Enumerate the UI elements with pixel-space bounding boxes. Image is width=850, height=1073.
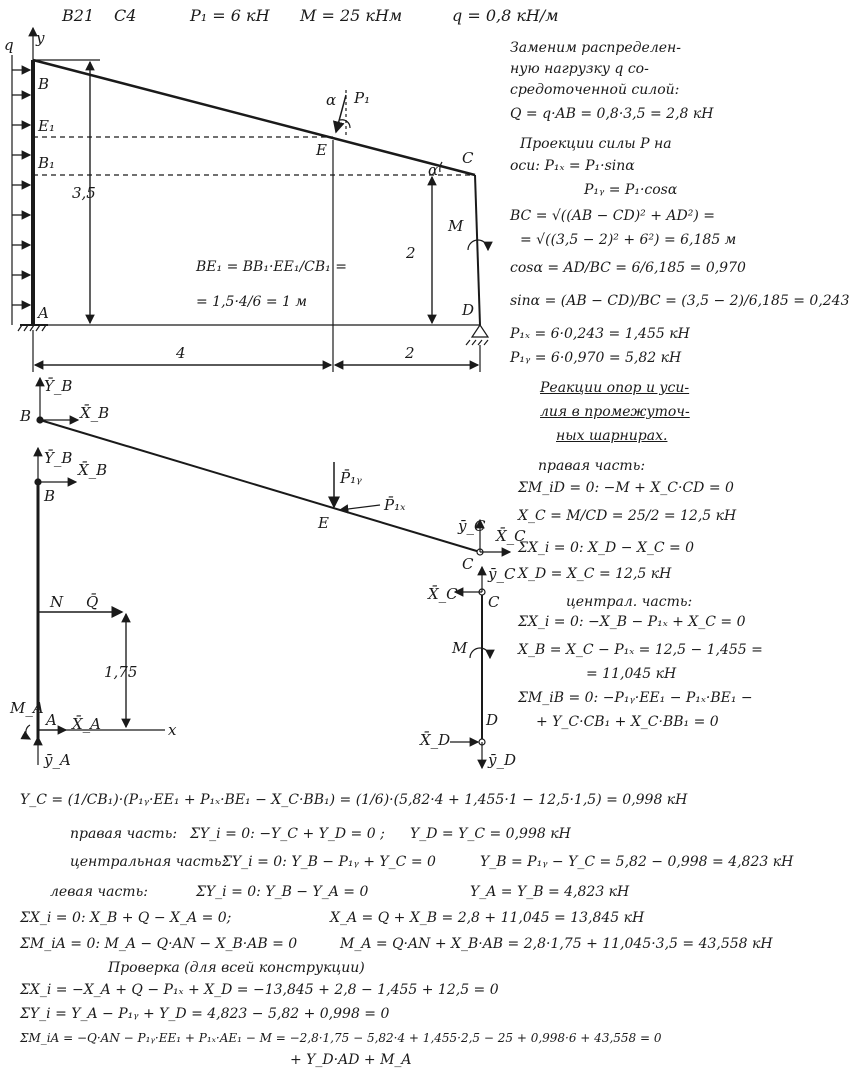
fbd-label-N: N — [50, 593, 64, 611]
fbd-label-xb: X̄_B — [80, 404, 110, 422]
note-xc: X_C = M/CD = 25/2 = 12,5 кН — [518, 508, 737, 524]
note-cos: cosα = AD/BC = 6/6,185 = 0,970 — [510, 260, 746, 276]
eq-central-label: центральная часть: — [70, 854, 227, 870]
fbd-right-label-C: C — [488, 593, 500, 611]
fbd-label-A: A — [46, 711, 57, 729]
label-E: E — [316, 141, 327, 159]
eq-right-label: правая часть: — [70, 826, 178, 842]
label-q: q — [4, 36, 14, 54]
load-value: q = 0,8 кН/м — [452, 6, 559, 25]
fbd-label-p1y: P̄₁ᵧ — [340, 469, 362, 487]
label-E1: E₁ — [38, 117, 55, 135]
check-m: ΣM_iA = −Q·AN − P₁ᵧ·EE₁ + P₁ₓ·AE₁ − M = −2,8·1,75 − 5,82·4 + 1,455·2,5 − 25 + 0,998·6 + 43,558 = 0 — [20, 1031, 662, 1045]
label-M: M — [448, 217, 464, 235]
beam-BC — [33, 60, 475, 175]
be1-formula-1: BE₁ = BB₁·EE₁/CB₁ = — [196, 259, 347, 275]
note-right-part: правая часть: — [538, 458, 646, 474]
note-replace-2: ную нагрузку q со- — [510, 61, 649, 77]
label-P1: P₁ — [354, 89, 371, 107]
fbd-label-B: B — [20, 407, 32, 425]
eq-yc: Y_C = (1/CB₁)·(P₁ᵧ·EE₁ + P₁ₓ·BE₁ − X_C·BB₁) = (1/6)·(5,82·4 + 1,455·1 − 12,5·1,5) = 0,998 кН — [20, 792, 688, 808]
fbd-label-ya: ȳ_A — [44, 751, 71, 769]
fbd-right-label-yc: ȳ_C — [488, 565, 516, 583]
note-replace-3: средоточенной силой: — [510, 82, 680, 98]
note-eq-md: ΣM_iD = 0: −M + X_C·CD = 0 — [518, 480, 734, 496]
fbd-right-label-yd: ȳ_D — [488, 751, 517, 769]
eq-right: ΣY_i = 0: −Y_C + Y_D = 0 ; — [190, 826, 385, 842]
note-bc-1: BC = √((AB − CD)² + AD²) = — [510, 208, 715, 224]
eq-right-result: Y_D = Y_C = 0,998 кН — [410, 826, 571, 842]
fbd-left-label-yb: Ȳ_B — [44, 449, 73, 467]
note-mb-2: + Y_C·CB₁ + X_C·BB₁ = 0 — [536, 714, 719, 730]
eq-x-result: X_A = Q + X_B = 2,8 + 11,045 = 13,845 кН — [330, 910, 645, 926]
fbd-label-E: E — [318, 514, 329, 532]
fbd-label-p1x: P̄₁ₓ — [384, 496, 406, 514]
variant-label: В21 — [62, 6, 95, 25]
note-replace-1: Заменим распределен- — [510, 40, 681, 56]
fbd-right-label-xc: X̄_C — [428, 585, 458, 603]
note-central: централ. часть: — [566, 594, 693, 610]
note-eq-x: ΣX_i = 0: X_D − X_C = 0 — [518, 540, 695, 556]
eq-x-sum: ΣX_i = 0: X_B + Q − X_A = 0; — [20, 910, 232, 926]
moment-value: M = 25 кНм — [300, 6, 403, 25]
note-xb-2: = 11,045 кН — [586, 666, 677, 682]
note-sin: sinα = (AB − CD)/BC = (3,5 − 2)/6,185 = 0,243 — [510, 293, 850, 309]
fbd-right-label-M: M — [452, 639, 468, 657]
note-react-1: Реакции опор и уси- — [540, 380, 690, 396]
label-dim-3-5: 3,5 — [72, 184, 96, 202]
note-p1y: P₁ᵧ = 6·0,970 = 5,82 кН — [510, 350, 682, 366]
force-value: P₁ = 6 кН — [190, 6, 270, 25]
note-proj-3: P₁ᵧ = P₁·cosα — [584, 182, 678, 198]
label-alpha-p1: α — [326, 91, 337, 109]
note-q-result: Q = q·AB = 0,8·3,5 = 2,8 кН — [510, 106, 714, 122]
note-p1x: P₁ₓ = 6·0,243 = 1,455 кН — [510, 326, 690, 342]
fbd-label-yc: ȳ_C — [458, 517, 486, 535]
note-xd: X_D = X_C = 12,5 кН — [518, 566, 672, 582]
eq-left-label: левая часть: — [50, 884, 148, 900]
note-proj-1: Проекции силы P на — [520, 136, 672, 152]
fbd-left-label-B: B — [44, 487, 56, 505]
fbd-label-xc: X̄_C — [496, 527, 526, 545]
note-react-3: ных шарнирах. — [556, 428, 668, 444]
fbd-left-label-xb: X̄_B — [78, 461, 108, 479]
eq-central: ΣY_i = 0: Y_B − P₁ᵧ + Y_C = 0 — [222, 854, 436, 870]
note-xb-1: X_B = X_C − P₁ₓ = 12,5 − 1,455 = — [518, 642, 763, 658]
fbd-right-label-xd: X̄_D — [420, 731, 451, 749]
be1-formula-2: = 1,5·4/6 = 1 м — [196, 294, 308, 310]
check-m-2: + Y_D·AD + M_A — [290, 1052, 412, 1068]
fbd-label-Q: Q̄ — [86, 593, 99, 611]
eq-m-result: M_A = Q·AN + X_B·AB = 2,8·1,75 + 11,045·3,5 = 43,558 кН — [340, 936, 773, 952]
check-y: ΣY_i = Y_A − P₁ᵧ + Y_D = 4,823 − 5,82 + 0,998 = 0 — [20, 1006, 390, 1022]
fbd-label-yb: Ȳ_B — [44, 377, 73, 395]
label-D: D — [462, 301, 475, 319]
label-dim-2: 2 — [406, 244, 416, 262]
label-alpha-c: α — [428, 161, 439, 179]
fbd-label-xa: X̄_A — [72, 715, 102, 733]
fbd-label-ma: M_A — [10, 699, 44, 717]
eq-central-result: Y_B = P₁ᵧ − Y_C = 5,82 − 0,998 = 4,823 кН — [480, 854, 794, 870]
label-dim-2b: 2 — [405, 344, 415, 362]
check-x: ΣX_i = −X_A + Q − P₁ₓ + X_D = −13,845 + 2,8 − 1,455 + 12,5 = 0 — [20, 982, 499, 998]
label-C: C — [462, 149, 474, 167]
note-mb-1: ΣM_iB = 0: −P₁ᵧ·EE₁ − P₁ₓ·BE₁ − — [518, 690, 753, 706]
check-title: Проверка (для всей конструкции) — [108, 960, 365, 976]
note-eq-xc: ΣX_i = 0: −X_B − P₁ₓ + X_C = 0 — [518, 614, 746, 630]
note-react-2: лия в промежуточ- — [540, 404, 690, 420]
label-B1: B₁ — [38, 154, 56, 172]
fbd-label-dim-175: 1,75 — [104, 663, 138, 681]
column-CD — [475, 175, 480, 325]
label-B: B — [38, 75, 50, 93]
eq-left: ΣY_i = 0: Y_B − Y_A = 0 — [196, 884, 369, 900]
eq-left-result: Y_A = Y_B = 4,823 кН — [470, 884, 630, 900]
fbd-label-x: x — [168, 721, 177, 739]
label-A: A — [38, 304, 49, 322]
task-label: С4 — [114, 6, 137, 25]
note-bc-2: = √((3,5 − 2)² + 6²) = 6,185 м — [520, 232, 737, 248]
fbd-right-label-D: D — [486, 711, 499, 729]
note-proj-2: оси: P₁ₓ = P₁·sinα — [510, 158, 635, 174]
label-dim-4: 4 — [176, 344, 186, 362]
label-y-axis: y — [36, 29, 45, 47]
eq-m-sum: ΣM_iA = 0: M_A − Q·AN − X_B·AB = 0 — [20, 936, 298, 952]
fbd-label-C: C — [462, 555, 474, 573]
